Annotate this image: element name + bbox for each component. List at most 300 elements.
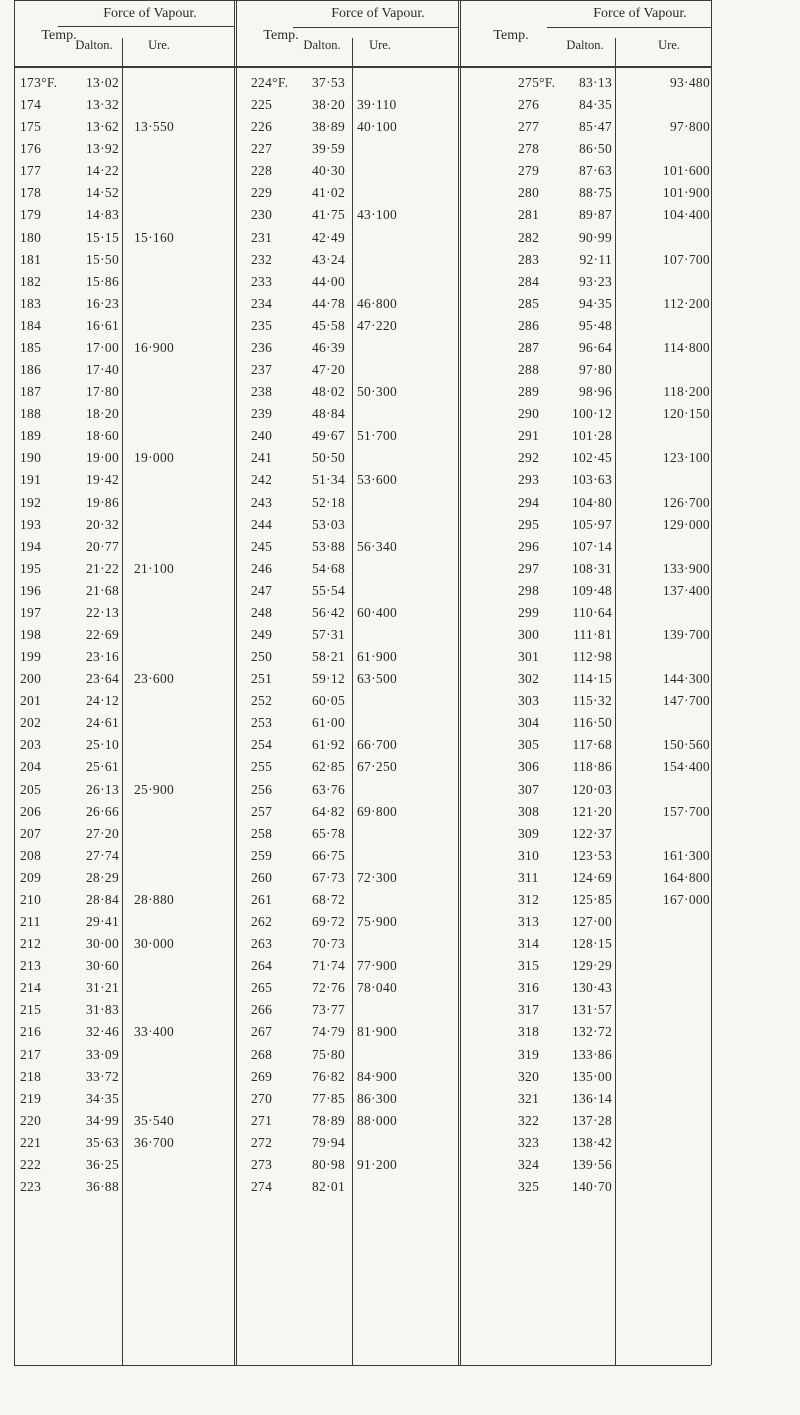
- dalton-cell: 79·94: [312, 1134, 345, 1150]
- ure-cell: 15·160: [134, 229, 175, 245]
- dalton-cell: 13·02: [86, 75, 119, 90]
- ure-cell: 101·600: [662, 163, 710, 179]
- header-bottom-rule: [14, 66, 711, 68]
- dalton-cell: 64·82: [312, 803, 345, 819]
- temp-cell: 281: [518, 207, 540, 223]
- dalton-cell: 122·37: [571, 825, 612, 841]
- temp-cell: 186: [20, 362, 42, 378]
- temp-cell: 316: [518, 980, 540, 996]
- ure-cell: 114·800: [663, 339, 710, 355]
- dalton-cell: 68·72: [312, 891, 345, 907]
- ure-cell: 137·400: [662, 582, 710, 598]
- temp-cell: 297: [518, 560, 540, 576]
- ure-cell: 126·700: [662, 494, 710, 510]
- temp-cell: 185: [20, 339, 42, 355]
- temp-cell: 264: [251, 958, 273, 974]
- temp-cell: 321: [518, 1090, 540, 1106]
- temp-cell: 322: [518, 1112, 540, 1128]
- dalton-cell: 16·23: [86, 295, 119, 311]
- column-rule: [352, 38, 353, 1365]
- column-header-temp: Temp.: [263, 28, 299, 43]
- temp-cell: 190: [20, 450, 42, 466]
- temp-cell: 289: [518, 384, 540, 400]
- dalton-cell: 14·83: [86, 207, 119, 223]
- ure-cell: 167·000: [662, 891, 710, 907]
- temp-cell: 299: [518, 604, 540, 620]
- ure-cell: 107·700: [662, 251, 710, 267]
- temp-cell: 286: [518, 317, 540, 333]
- dalton-cell: 40·30: [312, 163, 345, 179]
- temp-cell: 292: [518, 450, 540, 466]
- temp-cell: 196: [20, 582, 42, 598]
- dalton-cell: 23·16: [86, 649, 119, 665]
- table-bottom-rule: [14, 1365, 711, 1366]
- dalton-cell: 87·63: [579, 163, 612, 179]
- temp-cell: 283: [518, 251, 540, 267]
- temp-cell: 178: [20, 185, 42, 201]
- dalton-cell: 18·60: [86, 428, 119, 444]
- temp-cell: 275°F.: [518, 75, 556, 90]
- ure-cell: 150·560: [662, 737, 710, 753]
- force-subrule: [293, 27, 458, 28]
- dalton-cell: 114·15: [572, 671, 612, 687]
- ure-cell: 60·400: [357, 604, 398, 620]
- temp-cell: 294: [518, 494, 540, 510]
- dalton-cell: 20·77: [86, 538, 119, 554]
- dalton-cell: 24·61: [86, 715, 119, 731]
- temp-cell: 272: [251, 1134, 273, 1150]
- dalton-cell: 70·73: [312, 936, 345, 952]
- dalton-cell: 139·56: [571, 1156, 612, 1172]
- ure-cell: 147·700: [662, 693, 710, 709]
- temp-cell: 323: [518, 1134, 540, 1150]
- dalton-cell: 22·13: [86, 604, 119, 620]
- dalton-cell: 25·61: [86, 759, 119, 775]
- temp-cell: 269: [251, 1068, 273, 1084]
- dalton-cell: 36·25: [86, 1156, 119, 1172]
- column-header-dalton: Dalton.: [75, 38, 113, 52]
- temp-cell: 182: [20, 273, 42, 289]
- dalton-cell: 63·76: [312, 781, 345, 797]
- dalton-cell: 44·00: [312, 273, 345, 289]
- temp-cell: 298: [518, 582, 540, 598]
- dalton-cell: 100·12: [571, 406, 612, 422]
- temp-cell: 250: [251, 649, 273, 665]
- temp-cell: 277: [518, 119, 540, 135]
- ure-cell: 69·800: [357, 803, 398, 819]
- temp-cell: 238: [251, 384, 273, 400]
- temp-cell: 207: [20, 825, 42, 841]
- temp-cell: 211: [20, 914, 41, 930]
- temp-cell: 206: [20, 803, 42, 819]
- dalton-cell: 56·42: [312, 604, 345, 620]
- dalton-cell: 125·85: [571, 891, 612, 907]
- ure-cell: 19·000: [134, 450, 175, 466]
- ure-cell: 36·700: [134, 1134, 175, 1150]
- temp-cell: 216: [20, 1024, 42, 1040]
- column-header-ure: Ure.: [148, 38, 170, 52]
- dalton-cell: 41·75: [312, 207, 345, 223]
- dalton-cell: 140·70: [571, 1179, 612, 1194]
- dalton-cell: 34·35: [86, 1090, 119, 1106]
- temp-cell: 301: [518, 649, 540, 665]
- temp-cell: 188: [20, 406, 42, 422]
- ure-cell: 118·200: [663, 384, 710, 400]
- ure-cell: 154·400: [662, 759, 710, 775]
- temp-cell: 191: [20, 472, 42, 488]
- temp-cell: 221: [20, 1134, 42, 1150]
- temp-cell: 175: [20, 119, 42, 135]
- ure-cell: 104·400: [662, 207, 710, 223]
- dalton-cell: 20·32: [86, 516, 119, 532]
- temp-cell: 214: [20, 980, 42, 996]
- ure-cell: 93·480: [669, 75, 710, 90]
- temp-cell: 261: [251, 891, 273, 907]
- dalton-cell: 88·75: [579, 185, 612, 201]
- dalton-cell: 51·34: [312, 472, 345, 488]
- temp-cell: 202: [20, 715, 42, 731]
- temp-cell: 183: [20, 295, 42, 311]
- dalton-cell: 46·39: [312, 339, 345, 355]
- dalton-cell: 69·72: [312, 914, 345, 930]
- temp-cell: 193: [20, 516, 42, 532]
- temp-cell: 307: [518, 781, 540, 797]
- dalton-cell: 117·68: [572, 737, 612, 753]
- temp-cell: 324: [518, 1156, 540, 1172]
- dalton-cell: 35·63: [86, 1134, 119, 1150]
- dalton-cell: 47·20: [312, 362, 345, 378]
- ure-cell: 21·100: [134, 560, 175, 576]
- column-rule: [460, 0, 461, 1365]
- temp-cell: 199: [20, 649, 42, 665]
- dalton-cell: 86·50: [579, 141, 612, 157]
- dalton-cell: 28·29: [86, 869, 119, 885]
- temp-cell: 309: [518, 825, 540, 841]
- temp-cell: 227: [251, 141, 273, 157]
- ure-cell: 39·110: [357, 97, 397, 113]
- dalton-cell: 97·80: [579, 362, 612, 378]
- dalton-cell: 128·15: [571, 936, 612, 952]
- dalton-cell: 133·86: [571, 1046, 612, 1062]
- dalton-cell: 31·21: [86, 980, 119, 996]
- dalton-cell: 34·99: [86, 1112, 119, 1128]
- ure-cell: 164·800: [662, 869, 710, 885]
- dalton-cell: 30·00: [86, 936, 119, 952]
- column-header-ure: Ure.: [658, 38, 680, 52]
- temp-cell: 288: [518, 362, 540, 378]
- temp-cell: 249: [251, 627, 273, 642]
- dalton-cell: 66·75: [312, 847, 345, 863]
- dalton-cell: 41·02: [312, 185, 345, 201]
- dalton-cell: 112·98: [572, 649, 612, 665]
- dalton-cell: 13·62: [86, 119, 119, 135]
- dalton-cell: 72·76: [312, 980, 345, 996]
- dalton-cell: 78·89: [312, 1112, 345, 1128]
- temp-cell: 280: [518, 185, 540, 201]
- dalton-cell: 25·10: [86, 737, 119, 753]
- ure-cell: 43·100: [357, 207, 398, 223]
- dalton-cell: 107·14: [571, 538, 612, 554]
- temp-cell: 284: [518, 273, 540, 289]
- dalton-cell: 115·32: [572, 693, 612, 709]
- ure-cell: 61·900: [357, 649, 398, 665]
- ure-cell: 50·300: [357, 384, 398, 400]
- ure-cell: 77·900: [357, 958, 398, 974]
- ure-cell: 53·600: [357, 472, 398, 488]
- dalton-cell: 17·80: [86, 384, 119, 400]
- temp-cell: 251: [251, 671, 273, 687]
- ure-cell: 25·900: [134, 781, 175, 797]
- dalton-cell: 61·92: [312, 737, 345, 753]
- temp-cell: 310: [518, 847, 540, 863]
- dalton-cell: 13·92: [86, 141, 119, 157]
- dalton-cell: 27·20: [86, 825, 119, 841]
- dalton-cell: 30·60: [86, 958, 119, 974]
- ure-cell: 47·220: [357, 317, 398, 333]
- dalton-cell: 137·28: [571, 1112, 612, 1128]
- column-header-temp: Temp.: [493, 28, 529, 43]
- dalton-cell: 73·77: [312, 1002, 345, 1018]
- dalton-cell: 29·41: [86, 914, 119, 930]
- temp-cell: 287: [518, 339, 540, 355]
- temp-cell: 319: [518, 1046, 540, 1062]
- temp-cell: 278: [518, 141, 540, 157]
- force-subrule: [58, 26, 234, 27]
- temp-cell: 253: [251, 715, 273, 731]
- dalton-cell: 136·14: [571, 1090, 612, 1106]
- dalton-cell: 53·88: [312, 538, 345, 554]
- temp-cell: 267: [251, 1024, 273, 1040]
- dalton-cell: 24·12: [86, 693, 119, 709]
- temp-cell: 179: [20, 207, 42, 223]
- temp-cell: 296: [518, 538, 540, 554]
- dalton-cell: 101·28: [571, 428, 612, 444]
- dalton-cell: 32·46: [86, 1024, 119, 1040]
- temp-cell: 197: [20, 604, 42, 620]
- temp-cell: 242: [251, 472, 273, 488]
- temp-cell: 225: [251, 97, 273, 113]
- ure-cell: 66·700: [357, 737, 398, 753]
- ure-cell: 72·300: [357, 869, 398, 885]
- dalton-cell: 19·00: [86, 450, 119, 466]
- ure-cell: 133·900: [662, 560, 710, 576]
- temp-cell: 254: [251, 737, 273, 753]
- dalton-cell: 82·01: [312, 1179, 345, 1194]
- temp-cell: 218: [20, 1068, 42, 1084]
- dalton-cell: 118·86: [572, 759, 612, 775]
- temp-cell: 285: [518, 295, 540, 311]
- temp-cell: 233: [251, 273, 273, 289]
- temp-cell: 232: [251, 251, 273, 267]
- dalton-cell: 58·21: [312, 649, 345, 665]
- dalton-cell: 77·85: [312, 1090, 345, 1106]
- dalton-cell: 19·86: [86, 494, 119, 510]
- temp-cell: 317: [518, 1002, 540, 1018]
- temp-cell: 180: [20, 229, 42, 245]
- dalton-cell: 31·83: [86, 1002, 119, 1018]
- ure-cell: 161·300: [662, 847, 710, 863]
- temp-cell: 194: [20, 538, 42, 554]
- dalton-cell: 54·68: [312, 560, 345, 576]
- column-rule: [14, 0, 15, 1365]
- ure-cell: 78·040: [357, 980, 398, 996]
- ure-cell: 75·900: [357, 914, 398, 930]
- temp-cell: 257: [251, 803, 273, 819]
- ure-cell: 88·000: [357, 1112, 398, 1128]
- ure-cell: 144·300: [662, 671, 710, 687]
- column-header-force-of-vapour: Force of Vapour.: [593, 6, 687, 21]
- temp-cell: 245: [251, 538, 273, 554]
- column-header-force-of-vapour: Force of Vapour.: [331, 6, 425, 21]
- ure-cell: 112·200: [663, 295, 710, 311]
- dalton-cell: 65·78: [312, 825, 345, 841]
- temp-cell: 246: [251, 560, 273, 576]
- dalton-cell: 57·31: [312, 627, 345, 642]
- temp-cell: 195: [20, 560, 42, 576]
- temp-cell: 209: [20, 869, 42, 885]
- temp-cell: 210: [20, 891, 42, 907]
- header-top-rule: [14, 0, 711, 1]
- temp-cell: 258: [251, 825, 273, 841]
- dalton-cell: 55·54: [312, 582, 345, 598]
- temp-cell: 174: [20, 97, 42, 113]
- temp-cell: 213: [20, 958, 42, 974]
- dalton-cell: 138·42: [571, 1134, 612, 1150]
- dalton-cell: 123·53: [571, 847, 612, 863]
- temp-cell: 263: [251, 936, 273, 952]
- temp-cell: 177: [20, 163, 42, 179]
- dalton-cell: 33·72: [86, 1068, 119, 1084]
- ure-cell: 30·000: [134, 936, 175, 952]
- temp-cell: 241: [251, 450, 273, 466]
- dalton-cell: 132·72: [571, 1024, 612, 1040]
- ure-cell: 16·900: [134, 339, 175, 355]
- temp-cell: 204: [20, 759, 42, 775]
- dalton-cell: 60·05: [312, 693, 345, 709]
- column-rule: [458, 0, 459, 1365]
- dalton-cell: 44·78: [312, 295, 345, 311]
- temp-cell: 293: [518, 472, 540, 488]
- dalton-cell: 111·81: [572, 627, 612, 642]
- dalton-cell: 28·84: [86, 891, 119, 907]
- dalton-cell: 26·66: [86, 803, 119, 819]
- dalton-cell: 67·73: [312, 869, 345, 885]
- temp-cell: 276: [518, 97, 540, 113]
- dalton-cell: 38·20: [312, 97, 345, 113]
- ure-cell: 56·340: [357, 538, 398, 554]
- force-subrule: [547, 27, 711, 28]
- dalton-cell: 96·64: [579, 339, 612, 355]
- temp-cell: 259: [251, 847, 273, 863]
- dalton-cell: 90·99: [579, 229, 612, 245]
- ure-cell: 13·550: [134, 119, 175, 135]
- ure-cell: 67·250: [357, 759, 398, 775]
- dalton-cell: 48·02: [312, 384, 345, 400]
- temp-cell: 243: [251, 494, 273, 510]
- temp-cell: 219: [20, 1090, 42, 1106]
- ure-cell: 84·900: [357, 1068, 398, 1084]
- temp-cell: 187: [20, 384, 42, 400]
- temp-cell: 189: [20, 428, 42, 444]
- dalton-cell: 104·80: [571, 494, 612, 510]
- temp-cell: 215: [20, 1002, 42, 1018]
- ure-cell: 40·100: [357, 119, 398, 135]
- temp-cell: 201: [20, 693, 42, 709]
- dalton-cell: 52·18: [312, 494, 345, 510]
- temp-cell: 268: [251, 1046, 273, 1062]
- dalton-cell: 71·74: [312, 958, 345, 974]
- temp-cell: 205: [20, 781, 42, 797]
- dalton-cell: 15·15: [86, 229, 119, 245]
- dalton-cell: 39·59: [312, 141, 345, 157]
- dalton-cell: 80·98: [312, 1156, 345, 1172]
- dalton-cell: 135·00: [571, 1068, 612, 1084]
- dalton-cell: 27·74: [86, 847, 119, 863]
- temp-cell: 240: [251, 428, 273, 444]
- dalton-cell: 59·12: [312, 671, 345, 687]
- dalton-cell: 116·50: [572, 715, 612, 731]
- ure-cell: 46·800: [357, 295, 398, 311]
- temp-cell: 212: [20, 936, 42, 952]
- temp-cell: 248: [251, 604, 273, 620]
- temp-cell: 228: [251, 163, 273, 179]
- dalton-cell: 17·40: [86, 362, 119, 378]
- dalton-cell: 22·69: [86, 627, 119, 642]
- temp-cell: 308: [518, 803, 540, 819]
- temp-cell: 320: [518, 1068, 540, 1084]
- ure-cell: 23·600: [134, 671, 175, 687]
- dalton-cell: 50·50: [312, 450, 345, 466]
- temp-cell: 302: [518, 671, 540, 687]
- dalton-cell: 14·52: [86, 185, 119, 201]
- column-rule: [234, 0, 235, 1365]
- column-header-ure: Ure.: [369, 38, 391, 52]
- temp-cell: 274: [251, 1179, 273, 1194]
- dalton-cell: 92·11: [579, 251, 612, 267]
- ure-cell: 123·100: [662, 450, 710, 466]
- ure-cell: 28·880: [134, 891, 175, 907]
- dalton-cell: 26·13: [86, 781, 119, 797]
- temp-cell: 181: [20, 251, 42, 267]
- temp-cell: 203: [20, 737, 42, 753]
- temp-cell: 244: [251, 516, 273, 532]
- temp-cell: 220: [20, 1112, 42, 1128]
- temp-cell: 304: [518, 715, 540, 731]
- temp-cell: 266: [251, 1002, 273, 1018]
- dalton-cell: 15·86: [86, 273, 119, 289]
- temp-cell: 271: [251, 1112, 273, 1128]
- ure-cell: 86·300: [357, 1090, 398, 1106]
- temp-cell: 265: [251, 980, 273, 996]
- ure-cell: 63·500: [357, 671, 398, 687]
- temp-cell: 198: [20, 627, 42, 642]
- column-header-dalton: Dalton.: [566, 38, 604, 52]
- temp-cell: 305: [518, 737, 540, 753]
- dalton-cell: 83·13: [579, 75, 612, 90]
- temp-cell: 252: [251, 693, 273, 709]
- temp-cell: 300: [518, 627, 540, 642]
- ure-cell: 139·700: [662, 627, 710, 642]
- temp-cell: 312: [518, 891, 540, 907]
- temp-cell: 315: [518, 958, 540, 974]
- temp-cell: 279: [518, 163, 540, 179]
- dalton-cell: 33·09: [86, 1046, 119, 1062]
- dalton-cell: 85·47: [579, 119, 612, 135]
- ure-cell: 101·900: [662, 185, 710, 201]
- temp-cell: 282: [518, 229, 540, 245]
- dalton-cell: 94·35: [579, 295, 612, 311]
- dalton-cell: 43·24: [312, 251, 345, 267]
